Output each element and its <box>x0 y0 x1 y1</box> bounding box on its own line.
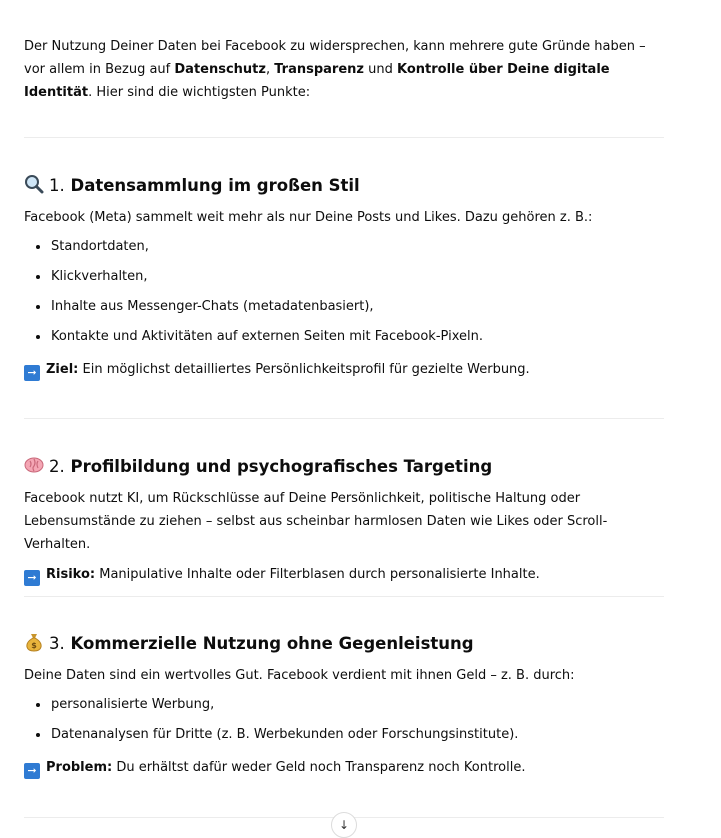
section-lead: Facebook nutzt KI, um Rückschlüsse auf Deine Persönlichkeit, politische Haltung oder Lebensumstände zu ziehen – selbst aus scheinbar harmlosen Daten wie Likes oder Scroll-Verhalten. <box>24 491 608 552</box>
bold-transparenz: Transparenz <box>274 62 364 77</box>
right-arrow-icon: ➞ <box>24 763 40 779</box>
brain-icon <box>24 455 44 475</box>
bold-kontrolle: Kontrolle über Deine digitale Identität <box>24 62 610 100</box>
divider <box>24 418 664 419</box>
list-item: Inhalte aus Messenger-Chats (metadatenbasiert), <box>24 292 664 322</box>
section-body-2 <box>24 487 664 586</box>
conclusion-line: ➞ Ziel: Ein möglichst detailliertes Persönlichkeitsprofil für gezielte Werbung. <box>24 358 664 381</box>
conclusion-line: ➞ Problem: Du erhältst dafür weder Geld noch Transparenz noch Kontrolle. <box>24 756 664 779</box>
divider <box>24 596 664 597</box>
scroll-down-button[interactable] <box>331 812 357 838</box>
conclusion-line: ➞ Risiko: Manipulative Inhalte oder Filterblasen durch personalisierte Inhalte. <box>24 563 664 586</box>
list-item: personalisierte Werbung, <box>24 690 664 720</box>
section-body-3 <box>24 664 664 779</box>
magnifying-glass-icon <box>24 174 44 194</box>
svg-text:$: $ <box>31 641 37 650</box>
right-arrow-icon: ➞ <box>24 365 40 381</box>
divider <box>24 137 664 138</box>
section-heading-3: $ 3. Kommerzielle Nutzung ohne Gegenleistung <box>24 632 474 656</box>
list-item: Klickverhalten, <box>24 262 664 292</box>
bullet-list <box>24 690 664 750</box>
section-lead: Facebook (Meta) sammelt weit mehr als nur Deine Posts und Likes. Dazu gehören z. B.: <box>24 210 593 225</box>
bullet-list <box>24 232 664 352</box>
list-item: Datenanalysen für Dritte (z. B. Werbekunden oder Forschungsinstitute). <box>24 720 664 750</box>
arrow-down-icon: ↓ <box>338 818 350 832</box>
right-arrow-icon: ➞ <box>24 570 40 586</box>
intro-paragraph: Der Nutzung Deiner Daten bei Facebook zu widersprechen, kann mehrere gute Gründe haben – vor allem in Bezug auf Datenschutz, Transparenz und Kontrolle über Deine digitale Identität. Hier sind die wichtigsten Punkte: <box>24 39 646 100</box>
bold-datenschutz: Datenschutz <box>174 62 266 77</box>
list-item: Kontakte und Aktivitäten auf externen Seiten mit Facebook-Pixeln. <box>24 322 664 352</box>
section-heading-1: 1. Datensammlung im großen Stil <box>24 174 360 198</box>
section-body-1 <box>24 206 664 381</box>
section-heading-2: 2. Profilbildung und psychografisches Targeting <box>24 455 492 479</box>
list-item: Standortdaten, <box>24 232 664 262</box>
section-lead: Deine Daten sind ein wertvolles Gut. Facebook verdient mit ihnen Geld – z. B. durch: <box>24 668 575 683</box>
money-bag-icon <box>24 632 44 652</box>
